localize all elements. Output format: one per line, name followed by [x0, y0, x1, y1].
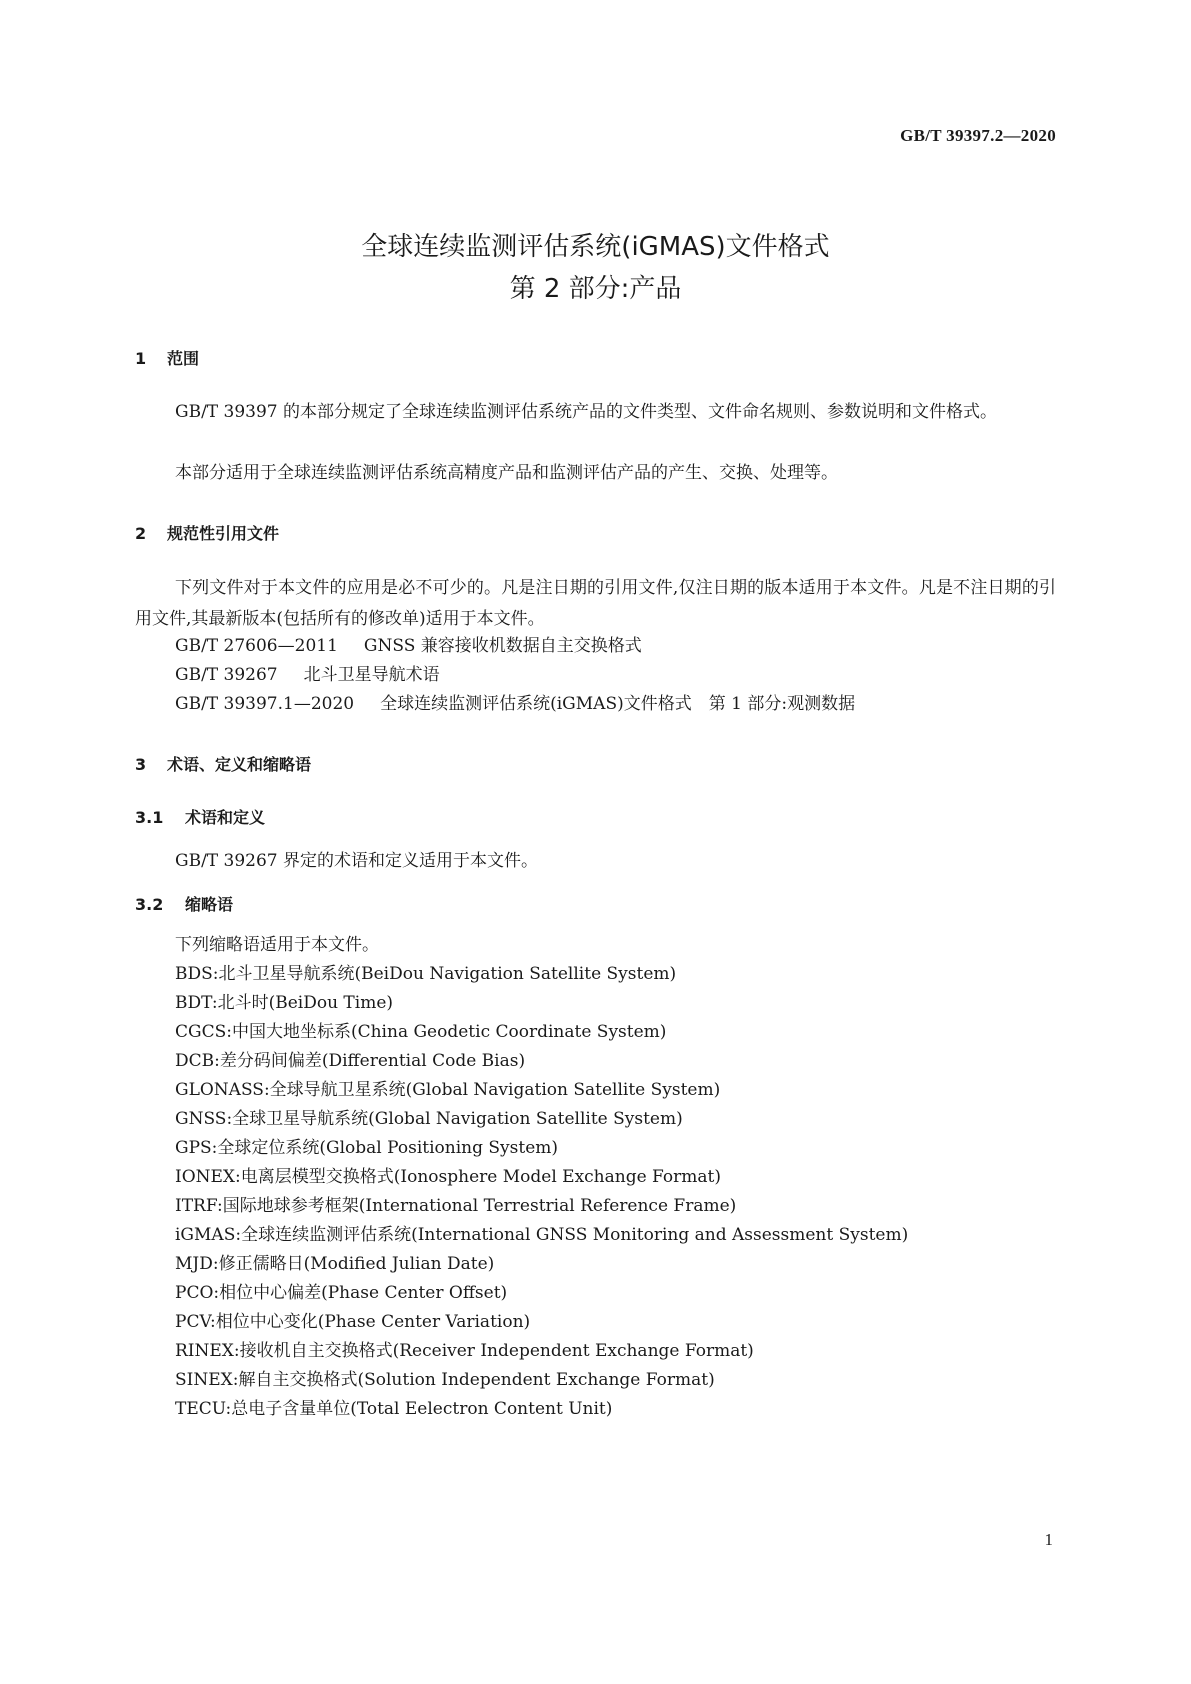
reference-code: GB/T 39267 — [175, 665, 278, 685]
standard-number: GB/T 39397.2—2020 — [900, 126, 1056, 145]
section-1-heading — [135, 346, 199, 369]
abbreviation-item: TECU:总电子含量单位(Total Eelectron Content Unit) — [175, 1399, 613, 1419]
section-1-number: 1 — [135, 349, 147, 368]
section-3-1-text: GB/T 39267 界定的术语和定义适用于本文件。 — [175, 851, 539, 871]
section-3-1-number: 3.1 — [135, 808, 164, 827]
abbreviation-item: BDS:北斗卫星导航系统(BeiDou Navigation Satellite System) — [175, 964, 677, 984]
section-3-number: 3 — [135, 755, 147, 774]
abbreviation-item: GPS:全球定位系统(Global Positioning System) — [175, 1138, 559, 1158]
title-line-2: 第 2 部分:产品 — [509, 274, 682, 304]
reference-title: GNSS 兼容接收机数据自主交换格式 — [363, 636, 642, 656]
abbreviation-item: PCV:相位中心变化(Phase Center Variation) — [175, 1312, 531, 1332]
reference-title: 北斗卫星导航术语 — [303, 665, 440, 685]
section-3-2-number: 3.2 — [135, 895, 164, 914]
abbreviation-item: CGCS:中国大地坐标系(China Geodetic Coordinate System) — [175, 1022, 667, 1042]
section-1-paragraph-1: GB/T 39397 的本部分规定了全球连续监测评估系统产品的文件类型、文件命名规则、参数说明和文件格式。 — [175, 402, 998, 422]
section-3-heading — [135, 752, 311, 775]
reference-item — [175, 689, 855, 720]
abbreviation-item: BDT:北斗时(BeiDou Time) — [175, 993, 394, 1013]
abbreviation-item: GLONASS:全球导航卫星系统(Global Navigation Satellite System) — [175, 1080, 721, 1100]
abbreviation-item: iGMAS:全球连续监测评估系统(International GNSS Monitoring and Assessment System) — [175, 1225, 909, 1245]
section-3-1-title: 术语和定义 — [185, 808, 266, 827]
reference-code: GB/T 39397.1—2020 — [175, 694, 355, 714]
abbreviation-item: ITRF:国际地球参考框架(International Terrestrial Reference Frame) — [175, 1196, 737, 1216]
reference-title: 全球连续监测评估系统(iGMAS)文件格式 第 1 部分:观测数据 — [380, 694, 856, 714]
section-1-title: 范围 — [167, 349, 200, 368]
section-2-intro: 下列文件对于本文件的应用是必不可少的。凡是注日期的引用文件,仅注日期的版本适用于本文件。凡是不注日期的引用文件,其最新版本(包括所有的修改单)适用于本文件。 — [135, 578, 1056, 629]
abbreviation-item: MJD:修正儒略日(Modified Julian Date) — [175, 1254, 495, 1274]
section-1-paragraph-2: 本部分适用于全球连续监测评估系统高精度产品和监测评估产品的产生、交换、处理等。 — [175, 463, 838, 483]
reference-code: GB/T 27606—2011 — [175, 636, 338, 656]
abbreviation-item: RINEX:接收机自主交换格式(Receiver Independent Exchange Format) — [175, 1341, 754, 1361]
document-title — [0, 226, 1191, 310]
section-2-heading — [135, 521, 279, 544]
abbreviation-item: IONEX:电离层模型交换格式(Ionosphere Model Exchange Format) — [175, 1167, 722, 1187]
section-2-title: 规范性引用文件 — [167, 524, 280, 543]
section-2-number: 2 — [135, 524, 147, 543]
section-3-title: 术语、定义和缩略语 — [167, 755, 312, 774]
section-3-2-title: 缩略语 — [185, 895, 234, 914]
reference-item — [175, 660, 440, 691]
title-line-1: 全球连续监测评估系统(iGMAS)文件格式 — [361, 232, 830, 262]
section-3-2-intro: 下列缩略语适用于本文件。 — [175, 935, 379, 955]
abbreviation-item: DCB:差分码间偏差(Differential Code Bias) — [175, 1051, 526, 1071]
abbreviation-item: GNSS:全球卫星导航系统(Global Navigation Satellite System) — [175, 1109, 683, 1129]
reference-item — [175, 631, 642, 662]
abbreviation-item: SINEX:解自主交换格式(Solution Independent Exchange Format) — [175, 1370, 715, 1390]
section-3-2-heading — [135, 892, 233, 915]
abbreviation-item: PCO:相位中心偏差(Phase Center Offset) — [175, 1283, 508, 1303]
section-3-1-heading — [135, 805, 265, 828]
page-number: 1 — [1044, 1530, 1053, 1549]
